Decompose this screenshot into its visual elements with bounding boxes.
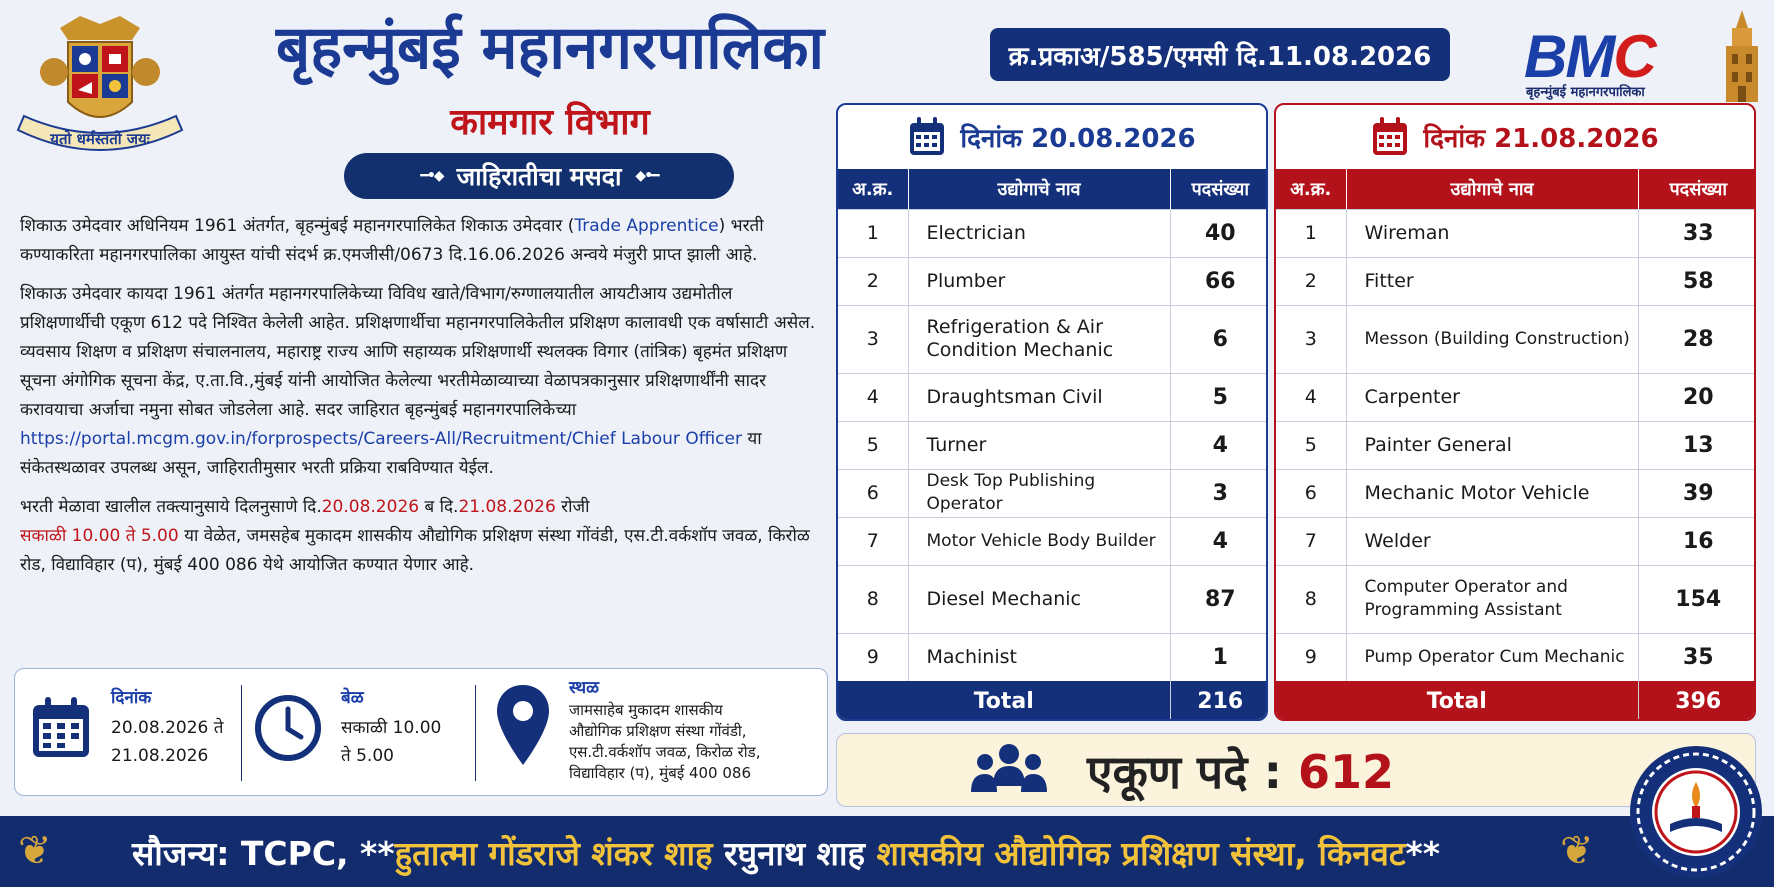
- table-header-row: अ.क्र. उद्योगाचे नाव पदसंख्या: [1276, 169, 1756, 209]
- table-row: 1 Electrician 40: [838, 209, 1268, 257]
- footer-credit: सौजन्य: TCPC, **हुतात्मा गोंडराजे शंकर शाह रघुनाथ शाह शासकीय औद्योगिक प्रशिक्षण संस्था, किनवट**: [132, 834, 1441, 873]
- paragraph-approval: शिकाऊ उमेदवार अधिनियम 1961 अंतर्गत, बृहन्मुंबई महानगरपालिकेत शिकाऊ उमेदवार (Trade Apprentice) भरती कण्याकरिता महानगरपालिका आयुस्त यांची संदर्भ क्र.एमजीसी/0673 दि.16.06.2026 अन्वये मंजुरी प्राप्त झाली आहे.: [20, 216, 764, 265]
- department-title: कामगार विभाग: [450, 101, 650, 143]
- flourish-left-icon: ❦: [18, 828, 52, 874]
- paragraph-application: व्यवसाय शिक्षण व प्रशिक्षण संचालनालय, महाराष्ट्र राज्य आणि सहाय्यक प्रशिक्षणार्थी स्थलक्क विगार (तांत्रिक) बृहमंत प्रशिक्षण सूचना अंगोगिक सूचना केंद्र, ए.ता.वि.,मुंबई यांनी आयोजित केलेल्या भरतीमेळाव्याच्या वेळापत्रकानुसार प्रशिक्षणार्थींनी सादर करावयाचा अर्जाचा नमुना सोबत जोडलेला आहे. सदर जाहिरात बृहन्मुंबई महानगरपालिकेच्या https://portal.mcgm.gov.in/forprospects/Careers-All/Recruitment/Chief Labour Officer या संकेतस्थळावर उपलब्ध असून, जाहिरातीमुसार भरती प्रक्रिया राबविण्यात येईल.: [20, 342, 788, 478]
- ribbon-ornament-right-icon: ◆•━: [635, 168, 658, 184]
- table-row: 7 Welder 16: [1276, 517, 1756, 565]
- draft-ribbon: [344, 153, 734, 199]
- table-row: 6 Mechanic Motor Vehicle 39: [1276, 469, 1756, 517]
- flourish-right-icon: ❦: [1560, 828, 1594, 874]
- footer-banner: [0, 816, 1774, 887]
- table-row: 9 Machinist 1: [838, 633, 1268, 681]
- table-row: 2 Fitter 58: [1276, 257, 1756, 305]
- mcgm-emblem-logo: [10, 10, 190, 170]
- calendar-icon: [31, 697, 91, 759]
- schedule-table-day1: [836, 103, 1268, 721]
- bmc-logo-text: BMC: [1524, 23, 1655, 90]
- table-row: 2 Plumber 66: [838, 257, 1268, 305]
- info-date: दिनांक 20.08.2026 ते 21.08.2026: [111, 688, 224, 766]
- bmc-building-icon: [1718, 8, 1766, 103]
- trade-table: [1276, 169, 1756, 721]
- trade-table: [838, 169, 1268, 721]
- table-row: 9 Pump Operator Cum Mechanic 35: [1276, 633, 1756, 681]
- table-row: 4 Carpenter 20: [1276, 373, 1756, 421]
- clock-icon: [255, 695, 321, 761]
- table-row: 3 Messon (Building Construction) 28: [1276, 305, 1756, 373]
- event-info-box: [14, 668, 828, 796]
- calendar-icon: [908, 117, 946, 157]
- table-total-row: Total 396: [1276, 681, 1756, 721]
- people-group-icon: [967, 742, 1051, 800]
- ribbon-ornament-left-icon: ━•◆: [420, 168, 443, 184]
- info-time: बेळ सकाळी 10.00 ते 5.00: [341, 688, 442, 766]
- table-total-row: Total 216: [838, 681, 1268, 721]
- ribbon-label: जाहिरातीचा मसदा: [456, 162, 622, 191]
- bmc-logo-subtitle: बृहन्मुंबई महानगरपालिका: [1526, 85, 1645, 100]
- schedule-table-day2: [1274, 103, 1756, 721]
- info-divider: [241, 685, 242, 781]
- total-posts-text: एकूण पदे : 612: [1087, 745, 1395, 799]
- table-row: 5 Turner 4: [838, 421, 1268, 469]
- table-row: 8 Computer Operator and Programming Assistant 154: [1276, 565, 1756, 633]
- table-row: 4 Draughtsman Civil 5: [838, 373, 1268, 421]
- bmc-logo: [1522, 8, 1766, 103]
- table-row: 3 Refrigeration & Air Condition Mechanic 6: [838, 305, 1268, 373]
- table-heading: दिनांक 20.08.2026: [838, 105, 1266, 169]
- reference-number: क्र.प्रकाअ/585/एमसी दि.11.08.2026: [990, 28, 1450, 81]
- table-row: 8 Diesel Mechanic 87: [838, 565, 1268, 633]
- info-venue: स्थळ जामसाहेब मुकादम शासकीय औद्योगिक प्रशिक्षण संस्था गोंवंडी, एस.टी.वर्कशॉप जवळ, किरोळ रोड, विद्याविहार (प), मुंबई 400 086: [569, 678, 761, 782]
- paragraph-schedule: भरती मेळावा खालील तक्त्यानुसाये दिलनुसाणे दि.20.08.2026 ब दि.21.08.2026 रोजी सकाळी 10.00 ते 5.00 या वेळेत, जमसहेब मुकादम शासकीय औद्योगिक प्रशिक्षण संस्था गोंवंडी, एस.टी.वर्कशॉप जवळ, किरोळ रोड, विद्याविहार (प), मुंबई 400 086 येथे आयोजित कण्यात येणार आहे.: [20, 497, 810, 575]
- iti-emblem-logo: [1626, 742, 1766, 882]
- table-heading: दिनांक 21.08.2026: [1276, 105, 1754, 169]
- paragraph-posts: शिकाऊ उमेदवार कायदा 1961 अंतर्गत महानगरपालिकेच्या विविध खाते/विभाग/रुग्णालयातील आयटीआय उद्यमोतील प्रशिक्षणार्थीची एकूण 612 पदे निश्वित केलेली आहेत. प्रशिक्षणार्थीचा महानगरपालिकेतील प्रशिक्षण कालावधी एक वर्षासाटी असेल.: [20, 284, 816, 333]
- table-header-row: अ.क्र. उद्योगाचे नाव पदसंख्या: [838, 169, 1268, 209]
- portal-link[interactable]: https://portal.mcgm.gov.in/forprospects/Careers-All/Recruitment/Chief Labour Officer: [20, 429, 742, 449]
- table-row: 7 Motor Vehicle Body Builder 4: [838, 517, 1268, 565]
- location-pin-icon: [495, 683, 551, 767]
- calendar-icon: [1371, 117, 1409, 157]
- emblem-motto: यतो धर्मस्ततो जयः: [50, 130, 150, 148]
- info-divider: [475, 685, 476, 781]
- table-row: 5 Painter General 13: [1276, 421, 1756, 469]
- table-row: 1 Wireman 33: [1276, 209, 1756, 257]
- table-row: 6 Desk Top Publishing Operator 3: [838, 469, 1268, 517]
- total-posts-box: [836, 733, 1756, 807]
- page-title: बृहन्मुंबई महानगरपालिका: [275, 13, 825, 83]
- notice-body: [20, 212, 820, 590]
